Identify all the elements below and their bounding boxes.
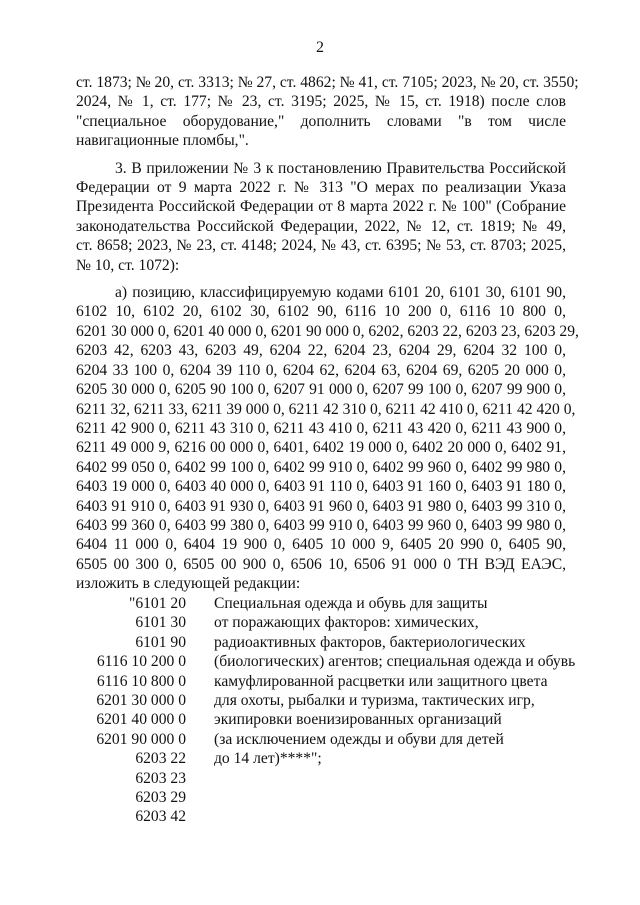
- tn-ved-code: 6201 90 000 0: [96, 730, 186, 748]
- text-line: 6402 99 050 0, 6402 99 100 0, 6402 99 910 0, 6402 99 960 0, 6402 99 980 0,: [76, 458, 566, 476]
- text-line: 3. В приложении № 3 к постановлению Правительства Российской: [115, 159, 566, 177]
- text-line: 6211 42 900 0, 6211 43 310 0, 6211 43 410 0, 6211 43 420 0, 6211 43 900 0,: [76, 419, 566, 437]
- description-line: (за исключением одежды и обуви для детей: [214, 730, 504, 748]
- text-line: 6201 30 000 0, 6201 40 000 0, 6201 90 000 0, 6202, 6203 22, 6203 23, 6203 29,: [76, 322, 579, 340]
- text-line: № 10, ст. 1072):: [76, 256, 180, 274]
- description-line: Специальная одежда и обувь для защиты: [214, 595, 488, 612]
- text-line: Федерации от 9 марта 2022 г. № 313 "О мерах по реализации Указа: [76, 179, 566, 197]
- text-line: 6403 19 000 0, 6403 40 000 0, 6403 91 110 0, 6403 91 160 0, 6403 91 180 0,: [76, 478, 566, 496]
- text-line: 6403 91 910 0, 6403 91 930 0, 6403 91 960 0, 6403 91 980 0, 6403 99 310 0,: [76, 497, 566, 515]
- text-line: 6205 30 000 0, 6205 90 100 0, 6207 91 000 0, 6207 99 100 0, 6207 99 900 0,: [76, 381, 566, 399]
- tn-ved-code: 6101 90: [135, 633, 186, 651]
- tn-ved-code: 6203 23: [135, 769, 186, 787]
- text-line: 6102 10, 6102 20, 6102 30, 6102 90, 6116 10 200 0, 6116 10 800 0,: [76, 303, 566, 321]
- description-line: от поражающих факторов: химических,: [214, 614, 479, 632]
- text-line: Президента Российской Федерации от 8 марта 2022 г. № 100" (Собрание: [76, 198, 566, 216]
- tn-ved-code: 6203 29: [135, 789, 186, 807]
- description-line: для охоты, рыбалки и туризма, тактических игр,: [214, 692, 535, 710]
- tn-ved-code: 6203 22: [135, 750, 186, 768]
- text-line: 6403 99 360 0, 6403 99 380 0, 6403 99 910 0, 6403 99 960 0, 6403 99 980 0,: [76, 516, 566, 534]
- tn-ved-code: 6201 30 000 0: [96, 692, 186, 710]
- page-number: 2: [316, 39, 324, 56]
- paragraph-amendment-end: [76, 73, 579, 151]
- tn-ved-codes-column: [76, 594, 186, 827]
- tn-ved-code: 6101 30: [135, 614, 186, 632]
- tn-ved-code: 6116 10 800 0: [96, 672, 186, 690]
- description-line: до 14 лет)****";: [214, 750, 322, 768]
- description-line: (биологических) агентов; специальная одежда и обувь: [214, 653, 576, 671]
- text-line: 6203 42, 6203 43, 6203 49, 6204 22, 6204 23, 6204 29, 6204 32 100 0,: [76, 342, 566, 360]
- text-line: изложить в следующей редакции:: [76, 575, 301, 593]
- tn-ved-code: 6203 42: [135, 808, 186, 826]
- text-line: 6204 33 100 0, 6204 39 110 0, 6204 62, 6204 63, 6204 69, 6205 20 000 0,: [76, 361, 566, 379]
- text-line: навигационные пломбы,".: [76, 132, 249, 150]
- text-line: а) позицию, классифицируемую кодами 6101 20, 6101 30, 6101 90,: [115, 284, 566, 302]
- text-line: законодательства Российской Федерации, 2022, № 12, ст. 1819; № 49,: [76, 217, 566, 235]
- text-line: ст. 8658; 2023, № 23, ст. 4148; 2024, № 43, ст. 6395; № 53, ст. 8703; 2025,: [76, 237, 566, 255]
- text-line: 6404 11 000 0, 6404 19 900 0, 6405 10 000 9, 6405 20 990 0, 6405 90,: [76, 536, 566, 554]
- tn-ved-code: 6116 10 200 0: [96, 653, 186, 671]
- text-line: "специальное оборудование," дополнить словами "в том числе: [76, 112, 566, 130]
- description-line: радиоактивных факторов, бактериологических: [214, 633, 526, 651]
- text-line: 6211 32, 6211 33, 6211 39 000 0, 6211 42 310 0, 6211 42 410 0, 6211 42 420 0,: [76, 400, 576, 418]
- text-line: 6505 00 300 0, 6505 00 900 0, 6506 10, 6506 91 000 0 ТН ВЭД ЕАЭС,: [76, 555, 566, 573]
- document-body: [76, 73, 579, 594]
- text-line: 6211 49 000 9, 6216 00 000 0, 6401, 6402 19 000 0, 6402 20 000 0, 6402 91,: [76, 439, 566, 457]
- tn-ved-code: 6201 40 000 0: [96, 711, 186, 729]
- text-line: ст. 1873; № 20, ст. 3313; № 27, ст. 4862; № 41, ст. 7105; 2023, № 20, ст. 3550;: [76, 74, 579, 91]
- paragraph-subitem-a: [76, 283, 579, 594]
- tn-ved-code: "6101 20: [128, 595, 186, 612]
- goods-description-column: [214, 594, 574, 769]
- text-line: 2024, № 1, ст. 177; № 23, ст. 3195; 2025, № 15, ст. 1918) после слов: [76, 93, 566, 111]
- paragraph-item-3: [76, 159, 566, 275]
- description-line: экипировки военизированных организаций: [214, 711, 502, 729]
- description-line: камуфлированной расцветки или защитного цвета: [214, 672, 548, 690]
